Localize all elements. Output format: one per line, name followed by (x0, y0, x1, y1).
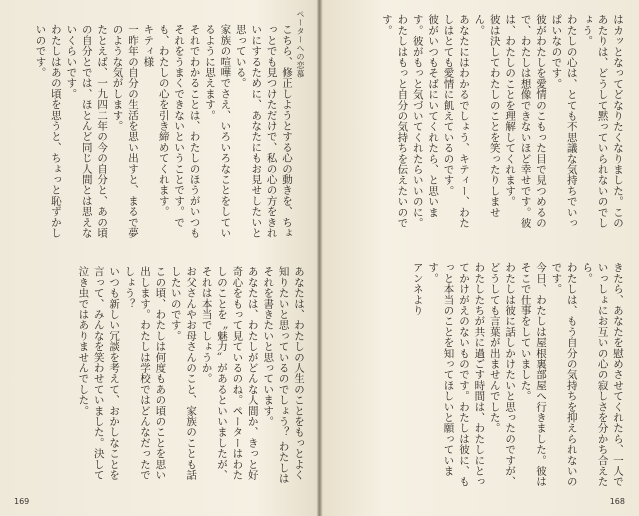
left-page-bottom-text: あなたは、わたしの人生のことをもっとよく知りたいと思っているのでしょう？ わたしはそれを書きたいと思っています。 あなたは、わたしがどんな人間か、きっと好奇心をもって見ているのね。ペーターはわたしのことを〝魅力〟があるといいましたが、それは本当でしょうか。 お父さんやお母さんのこと、家族のことも話したいのです。 この頃、わたしは何度もあの頃のことを思い出します。わたしは学校ではどんなだったでしょう？ いつも新しい冗談を考えて、おかしなことを言って、みんなを笑わせていました。決して泣き虫ではありませんでした。 (77, 266, 305, 484)
right-page-number: 168 (609, 497, 625, 506)
left-page-number: 169 (14, 497, 30, 506)
right-page-top-text: はカッとなってどなりたくなりました。このあたりは、どうして黙っていられないのでしょう。 わたしの心は、とても不思議な気持ちでいっぱいなのです。 彼がわたしを愛情のこもった目で見つめるので、わたしは想像できないほど幸せです。彼は、わたしのことを理解してくれます。 彼は決してわたしのことを笑ったりしません。 あなたにはわかるでしょう、キティー、わたしはとても愛情に飢えているのです。 彼がいつもそばにいてくれたら、と思います。彼がもっと気づいてくれたらいいのに。 わたしはもっと自分の気持ちを伝えたいのです。 (380, 14, 624, 228)
right-page-bottom-text: きたら、あなたを慰めさせてくれたら、一人でいっしょにお互いの心の寂しさを分かち合えたら。 わたしは、もう自分の気持ちを抑えられないのです。 今日、わたしは屋根裏部屋へ行きました。彼はそこで仕事をしていました。 わたしは彼に話しかけたいと思ったのですが、どうしても言葉が出ませんでした。 わたしたちが共に過ごす時間は、わたしにとってかけがえのないものです。わたしは彼に、もっと本当のことを知ってほしいと願っています。 アンネより (411, 262, 624, 487)
running-header: ペーターへの恋慕 (296, 10, 305, 78)
left-page (0, 0, 318, 516)
left-page-top-text: こちら、修正しようとする心の動きを、ちょっとでも見つけただけで、私の心の方をきれいにするために、あなたにもお見せしたいと思っている。 家族の喧嘩でさえ、いろいろなことをしているように思えます。 それでわかることは、わたしのほうがいつもそれをうまくできないということです。でも、わたしの心を引き締めてくれます。 キティ様 一昨年の自分の生活を思い出すと、まるで夢のような気がします。 たとえば、一九四二年の今の自分と、あの頃の自分とでは、ほとんど同じ人間とは思えないくらいです。 わたしはあの頃を思うと、ちょっと恥ずかしいのです。 (34, 24, 293, 238)
right-page (321, 0, 639, 516)
